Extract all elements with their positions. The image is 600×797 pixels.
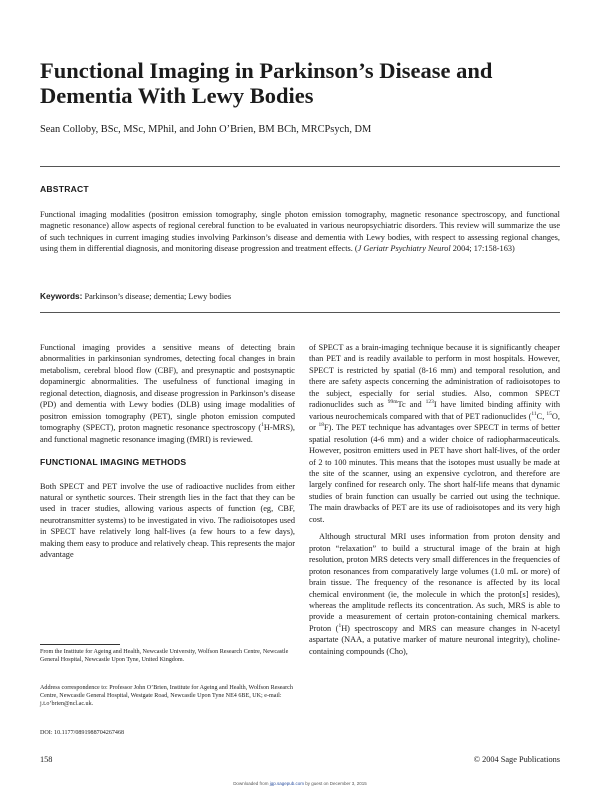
mrs-paragraph: Although structural MRI uses information from proton density and proton “relaxation” to build a structural image of the brain at high resolution, proton MRS detects very small differences in the frequencies of proton resonances from comparatively large volumes (1.0 mL or more) of brain tissue. The frequency of the resonance is affected by its local chemical environment (ie, the molecule in which the proton[s] resides), whereas the amplitude reflects its concentration. As such, MRS is able to provide a measurement of certain proton-containing chemical markers. Proton ($^1$H) spectroscopy and MRS can measure changes in N-acetyl aspartate (NAA, a putative marker of mature neuronal integrity), choline-containing compounds (Cho), — [309, 532, 560, 656]
article-title: Functional Imaging in Parkinson’s Disease and Dementia With Lewy Bodies — [40, 58, 493, 108]
footnote-doi: DOI: 10.1177/0891988704267468 — [40, 730, 125, 736]
abstract-bottom-rule — [40, 312, 560, 313]
intro-paragraph: Functional imaging provides a sensitive means of detecting brain abnormalities in parkinsonian syndromes, detecting focal changes in brain metabolism, cerebral blood flow (CBF), and presynaptic and postsynaptic dopaminergic abnormalities. The usefulness of functional imaging in regional detection, diagnosis, and disease progression in Parkinson’s disease (PD) and dementia with Lewy bodies (DLB) using image modalities of positron emission tomography (PET), single photon emission computed tomography (SPECT), proton magnetic resonance spectroscopy ($^1$H-MRS), and functional magnetic resonance imaging (fMRI) is reviewed. — [40, 343, 295, 444]
footnote-correspondence: Address correspondence to: Professor John O’Brien, Institute for Ageing and Health, Wolfson Research Centre, Newcastle General Hospital, Westgate Road, Newcastle Upon Tyne NE4 6BE, UK; e-mail: j.t.o’brien@ncl.ac.uk. — [40, 685, 293, 708]
section-heading-functional-imaging-methods: FUNCTIONAL IMAGING METHODS — [40, 457, 187, 468]
right-column — [309, 342, 560, 657]
left-column — [40, 342, 295, 561]
publisher-copyright: © 2004 Sage Publications — [473, 755, 560, 764]
abstract-text: Functional imaging modalities (positron emission tomography, single photon emission tomography, magnetic resonance spectroscopy, and functional magnetic resonance) allow aspects of regional cerebral function to be evaluated in various neuropsychiatric disorders. This review will summarize the use of such techniques in current imaging studies involving Parkinson’s disease and dementia with Lewy bodies, with respect to assessing regional changes, using them in differential diagnosis, and monitoring disease progression and treatment effects. (J Geriatr Psychiatry Neurol 2004; 17:158-163) — [40, 210, 560, 253]
page-number: 158 — [40, 755, 53, 764]
keywords-label: Keywords: — [40, 291, 83, 301]
spect-pet-paragraph: of SPECT as a brain-imaging technique because it is significantly cheaper than PET and is readily available to perform in most hospitals. However, SPECT is restricted by spatial (8-16 mm) and temporal resolution, and there are safety aspects concerning the administration of radioisotopes to the subject, especially for serial studies. Also, common SPECT radionuclides such as $^{99m}$Tc and $^{123}$I have limited binding affinity with various neurochemicals compared with that of PET radionuclides ($^{11}$C, $^{15}$O, or $^{18}$F). The PET technique has advantages over SPECT in terms of better spatial resolution (4-6 mm) and a wider choice of radiopharmaceuticals. However, positron emitters used in PET have short half-lives, of the order of 2 to 100 minutes. This means that the isotopes must usually be made at the site of the scanner, using an expensive cyclotron, and therefore are largely confined for research only. The short half-life means that dynamic studies of brain function can usually be carried out using the technique. The main drawbacks of PET are its use of radioisotopes and its very high cost. — [309, 343, 560, 524]
footnote-rule — [40, 644, 120, 645]
top-rule — [40, 166, 560, 167]
citation-journal: J Geriatr Psychiatry Neurol — [357, 243, 451, 253]
author-list: Sean Colloby, BSc, MSc, MPhil, and John O’Brien, BM BCh, MRCPsych, DM — [40, 124, 372, 135]
download-link[interactable]: jgp.sagepub.com — [269, 781, 304, 786]
methods-paragraph: Both SPECT and PET involve the use of radioactive nuclides from either natural or synthetic sources. Their strength lies in the fact that they can be used in tracer studies, allowing various aspects of function (eg, CBF, neurotransmitter systems) to be investigated in vivo. The radioisotopes used in SPECT have relatively long half-lives (a few hours to a few days), making them easy to produce and relatively cheap. This represents the major advantage — [40, 481, 295, 560]
footnote-affiliation: From the Institute for Ageing and Health, Newcastle University, Wolfson Research Centre, Newcastle General Hospital, Newcastle Upon Tyne, United Kingdom. — [40, 649, 289, 664]
abstract-heading: ABSTRACT — [40, 184, 89, 194]
keywords: Keywords: Parkinson’s disease; dementia; Lewy bodies — [40, 291, 232, 301]
download-notice: Downloaded from jgp.sagepub.com by guest on December 3, 2015 — [233, 781, 367, 786]
